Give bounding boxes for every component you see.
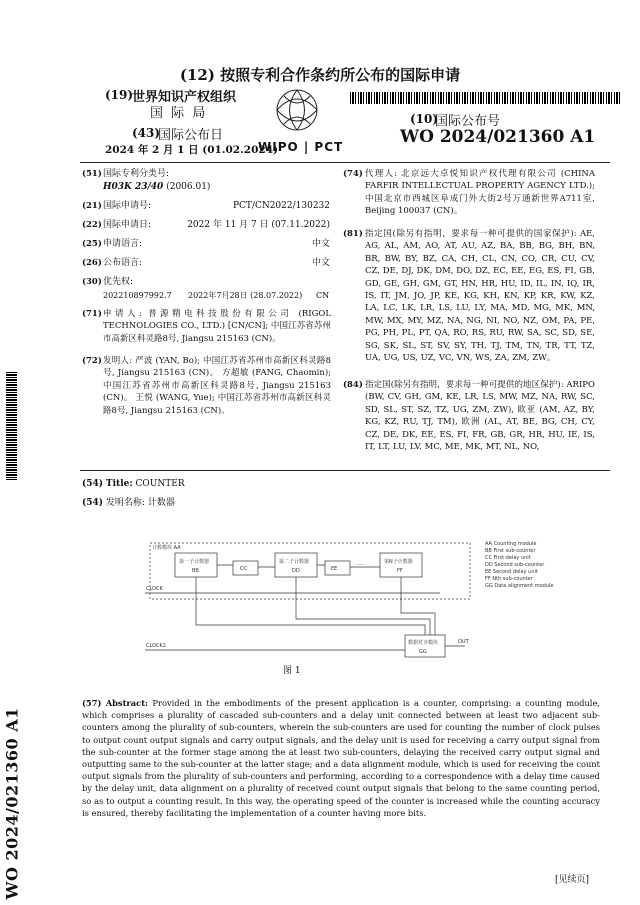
publication-number: WO 2024/021360 A1 (400, 127, 596, 147)
fig-sub1-id: BB (192, 568, 199, 574)
abstract-code: (57) (82, 698, 102, 708)
pub-no-code: (10) (410, 112, 439, 126)
fig-delay1-id: CC (240, 566, 247, 572)
pub-date: 2024 年 2 月 1 日 (01.02.2024) (105, 144, 278, 156)
designated-regions: 指定国(除另有指明，要求每一种可提供的地区保护): ARIPO (BW, CV, GH, GM, KE, LR, LS, MW, MZ, NA, RW, SC, SD, SL, ST, SZ, TZ, UG, ZM, ZW), 欧亚 (AM, AZ, BY, KG, KZ, RU, TJ, TM), 欧洲 (AL, AT, BE, BG, CH, CY, CZ, DE, DK, EE, ES, FI, FR, GB, GR, HR, HU, IE, IS, IT, LT, LU, LV, MC, ME, MK, MT, NL, NO, (365, 380, 595, 453)
field-25-code: (25) (82, 239, 102, 249)
legend-item: FF Nth sub-counter (485, 576, 533, 582)
agent: 代理人: 北京远大卓悦知识产权代理有限公司 (CHINA FARFIR INTELLECTUAL PROPERTY AGENCY LTD.); 中国北京市西城区阜成门外大街2号万通新世界A711室, Beijing 100037 (CN)。 (365, 169, 595, 217)
abstract-text: Provided in the embodiments of the present application is a counter, comprising: a counting module, which comprises a plurality of cascaded sub-counters and a delay unit connected between at least two adjacent sub-counters among the plurality of sub-counters, wherein the sub-counters are used for counting the number of clock pulses to output count output signals and carry output signals, and the delay unit is used for receiving a carry output signal from the sub-counter at the former stage among the at least two sub-counters, delaying the received carry output signal and outputting same to the sub-counter at the latter stage; and a data alignment module, which is used for receiving the count output signals from the plurality of sub-counters and performing, according to a correspondence with a delay time caused by the delay unit, data alignment on a plurality of received count output signals that belong to the same counting period, so as to output a counting result. In this way, the operating speed of the counter is increased while the counting accuracy is ensured, thereby facilitating the implementation of a counter having more bits. (82, 698, 601, 818)
priority-number: 202210897992.7 (103, 291, 172, 300)
field-81-code: (81) (343, 229, 363, 239)
field-51-label: 国际专利分类号: (103, 169, 170, 179)
title-en-code: (54) (82, 479, 104, 489)
field-21-label: 国际申请号: (103, 201, 152, 211)
delay-unit-2-box (325, 561, 350, 575)
field-26-value: 中文 (311, 258, 330, 268)
fig-legend (485, 541, 553, 589)
abstract-block (82, 697, 600, 819)
field-84-code: (84) (343, 380, 363, 390)
org-name: 世界知识产权组织 (132, 90, 237, 105)
fig-delay2-id: EE (331, 566, 338, 572)
field-51-value: H03K 23/40 (103, 182, 164, 192)
org-bureau: 国 际 局 (150, 106, 208, 121)
title-zh-line (82, 497, 175, 510)
field-71-code: (71) (82, 309, 102, 319)
field-74-code: (74) (343, 169, 363, 179)
wipo-logo-icon (262, 86, 332, 144)
pub-date-label: 国际公布日 (158, 128, 224, 143)
inventors: 发明人: 严波 (YAN, Bo); 中国江苏省苏州市高新区科灵路8号, Jiangsu 215163 (CN)。 方超敏 (FANG, Chaomin); 中国江苏省苏州市高新区科灵路8号, Jiangsu 215163 (CN)。 王悦 (WANG, Yue); 中国江苏省苏州市高新区科灵路8号, Jiangsu 215163 (CN)。 (103, 356, 331, 416)
field-51-value2: (2006.01) (166, 182, 211, 192)
abstract-label: Abstract: (105, 698, 149, 708)
body-divider (80, 470, 610, 471)
legend-item: BB First sub-counter (485, 548, 536, 554)
side-barcode-icon (6, 372, 17, 480)
fig-output: OUT (458, 639, 469, 645)
legend-item: DD Second sub-counter (485, 562, 545, 568)
field-51-value-wrap (103, 181, 210, 194)
legend-item: AA Counting module (485, 541, 537, 547)
priority-country: CN (316, 291, 330, 300)
field-22-code: (22) (82, 220, 102, 230)
fig-sub2: 第二子计数器 (279, 559, 310, 565)
field-25-value: 中文 (311, 239, 330, 249)
counter-block-diagram (140, 535, 600, 665)
field-22-label: 国际申请日: (103, 220, 152, 230)
title-zh-code: (54) (82, 498, 104, 508)
field-72-code: (72) (82, 356, 102, 366)
continued-note: [见续页] (555, 875, 590, 885)
priority-date: 2022年7月28日 (28.07.2022) (188, 291, 303, 300)
designated-states: 指定国(除另有指明，要求每一种可提供的国家保护): AE, AG, AL, AM, AO, AT, AU, AZ, BA, BB, BG, BH, BN, BR, BW, BY, BZ, CA, CH, CL, CN, CO, CR, CU, CV, CZ, DE, DJ, DK, DM, DO, DZ, EC, EE, EG, ES, FI, GB, GD, GE, GH, GM, GT, HN, HR, HU, ID, IL, IN, IQ, IR, IS, IT, JM, JO, JP, KE, KG, KH, KN, KP, KR, KW, KZ, LA, LC, LK, LR, LS, LU, LY, MA, MD, MG, MK, MN, MW, MX, MY, MZ, NA, NG, NI, NO, NZ, OM, PA, PE, PG, PH, PL, PT, QA, RO, RS, RU, RW, SA, SC, SD, SE, SG, SK, SL, ST, SV, SY, TH, TJ, TM, TN, TR, TT, TZ, UA, UG, US, UZ, VC, VN, WS, ZA, ZM, ZW。 (365, 229, 595, 364)
applicant: 申请人: 普源精电科技股份有限公司 (RIGOL TECHNOLOGIES CO., LTD.) [CN/CN]; 中国江苏省苏州市高新区科灵路8号, Jiangsu 215163 (CN)。 (103, 309, 331, 344)
field-25-label: 申请语言: (103, 239, 143, 249)
fig-clock: CLOCK (146, 586, 163, 592)
fig-sub1: 第一子计数器 (179, 559, 210, 565)
field-26-label: 公布语言: (103, 258, 143, 268)
title-zh-label: 发明名称: (105, 498, 145, 508)
title-zh: 计数器 (147, 498, 175, 508)
fig-subn: 第N子计数器 (384, 559, 413, 565)
document-title: (12) 按照专利合作条约所公布的国际申请 (179, 66, 461, 84)
field-30-label: 优先权: (103, 277, 134, 287)
header-divider (80, 162, 610, 163)
field-22-value: 2022 年 11 月 7 日 (07.11.2022) (187, 220, 330, 230)
side-publication-number: WO 2024/021360 A1 (2, 707, 22, 900)
title-en-label: Title: (105, 479, 133, 489)
legend-item: EE Second delay unit (485, 569, 538, 575)
field-51-code: (51) (82, 169, 102, 179)
field-26-code: (26) (82, 258, 102, 268)
fig-clock2: CLOCK2 (146, 643, 166, 649)
org-code: (19) (105, 88, 134, 102)
field-30-code: (30) (82, 277, 102, 287)
field-21-code: (21) (82, 201, 102, 211)
legend-item: CC First delay unit (485, 555, 531, 561)
fig-subn-id: FF (397, 568, 403, 574)
legend-item: GG Data alignment module (485, 583, 554, 589)
pub-date-code: (43) (132, 126, 161, 140)
barcode-icon (350, 92, 620, 104)
figure-caption: 图 1 (283, 666, 301, 676)
fig-sub2-id: DD (292, 568, 300, 574)
fig-align: 数据对齐模块 (408, 640, 439, 646)
wipo-pct-text: WIPO | PCT (258, 140, 344, 154)
fig-module-label: 计数模块 AA (152, 545, 181, 551)
fig-align-id: GG (419, 649, 427, 655)
title-en-line (82, 478, 185, 491)
fig-dots: …… (356, 561, 366, 567)
field-21-value: PCT/CN2022/130232 (232, 201, 330, 211)
title-en: COUNTER (135, 479, 185, 489)
pub-no-label: 国际公布号 (435, 114, 501, 129)
